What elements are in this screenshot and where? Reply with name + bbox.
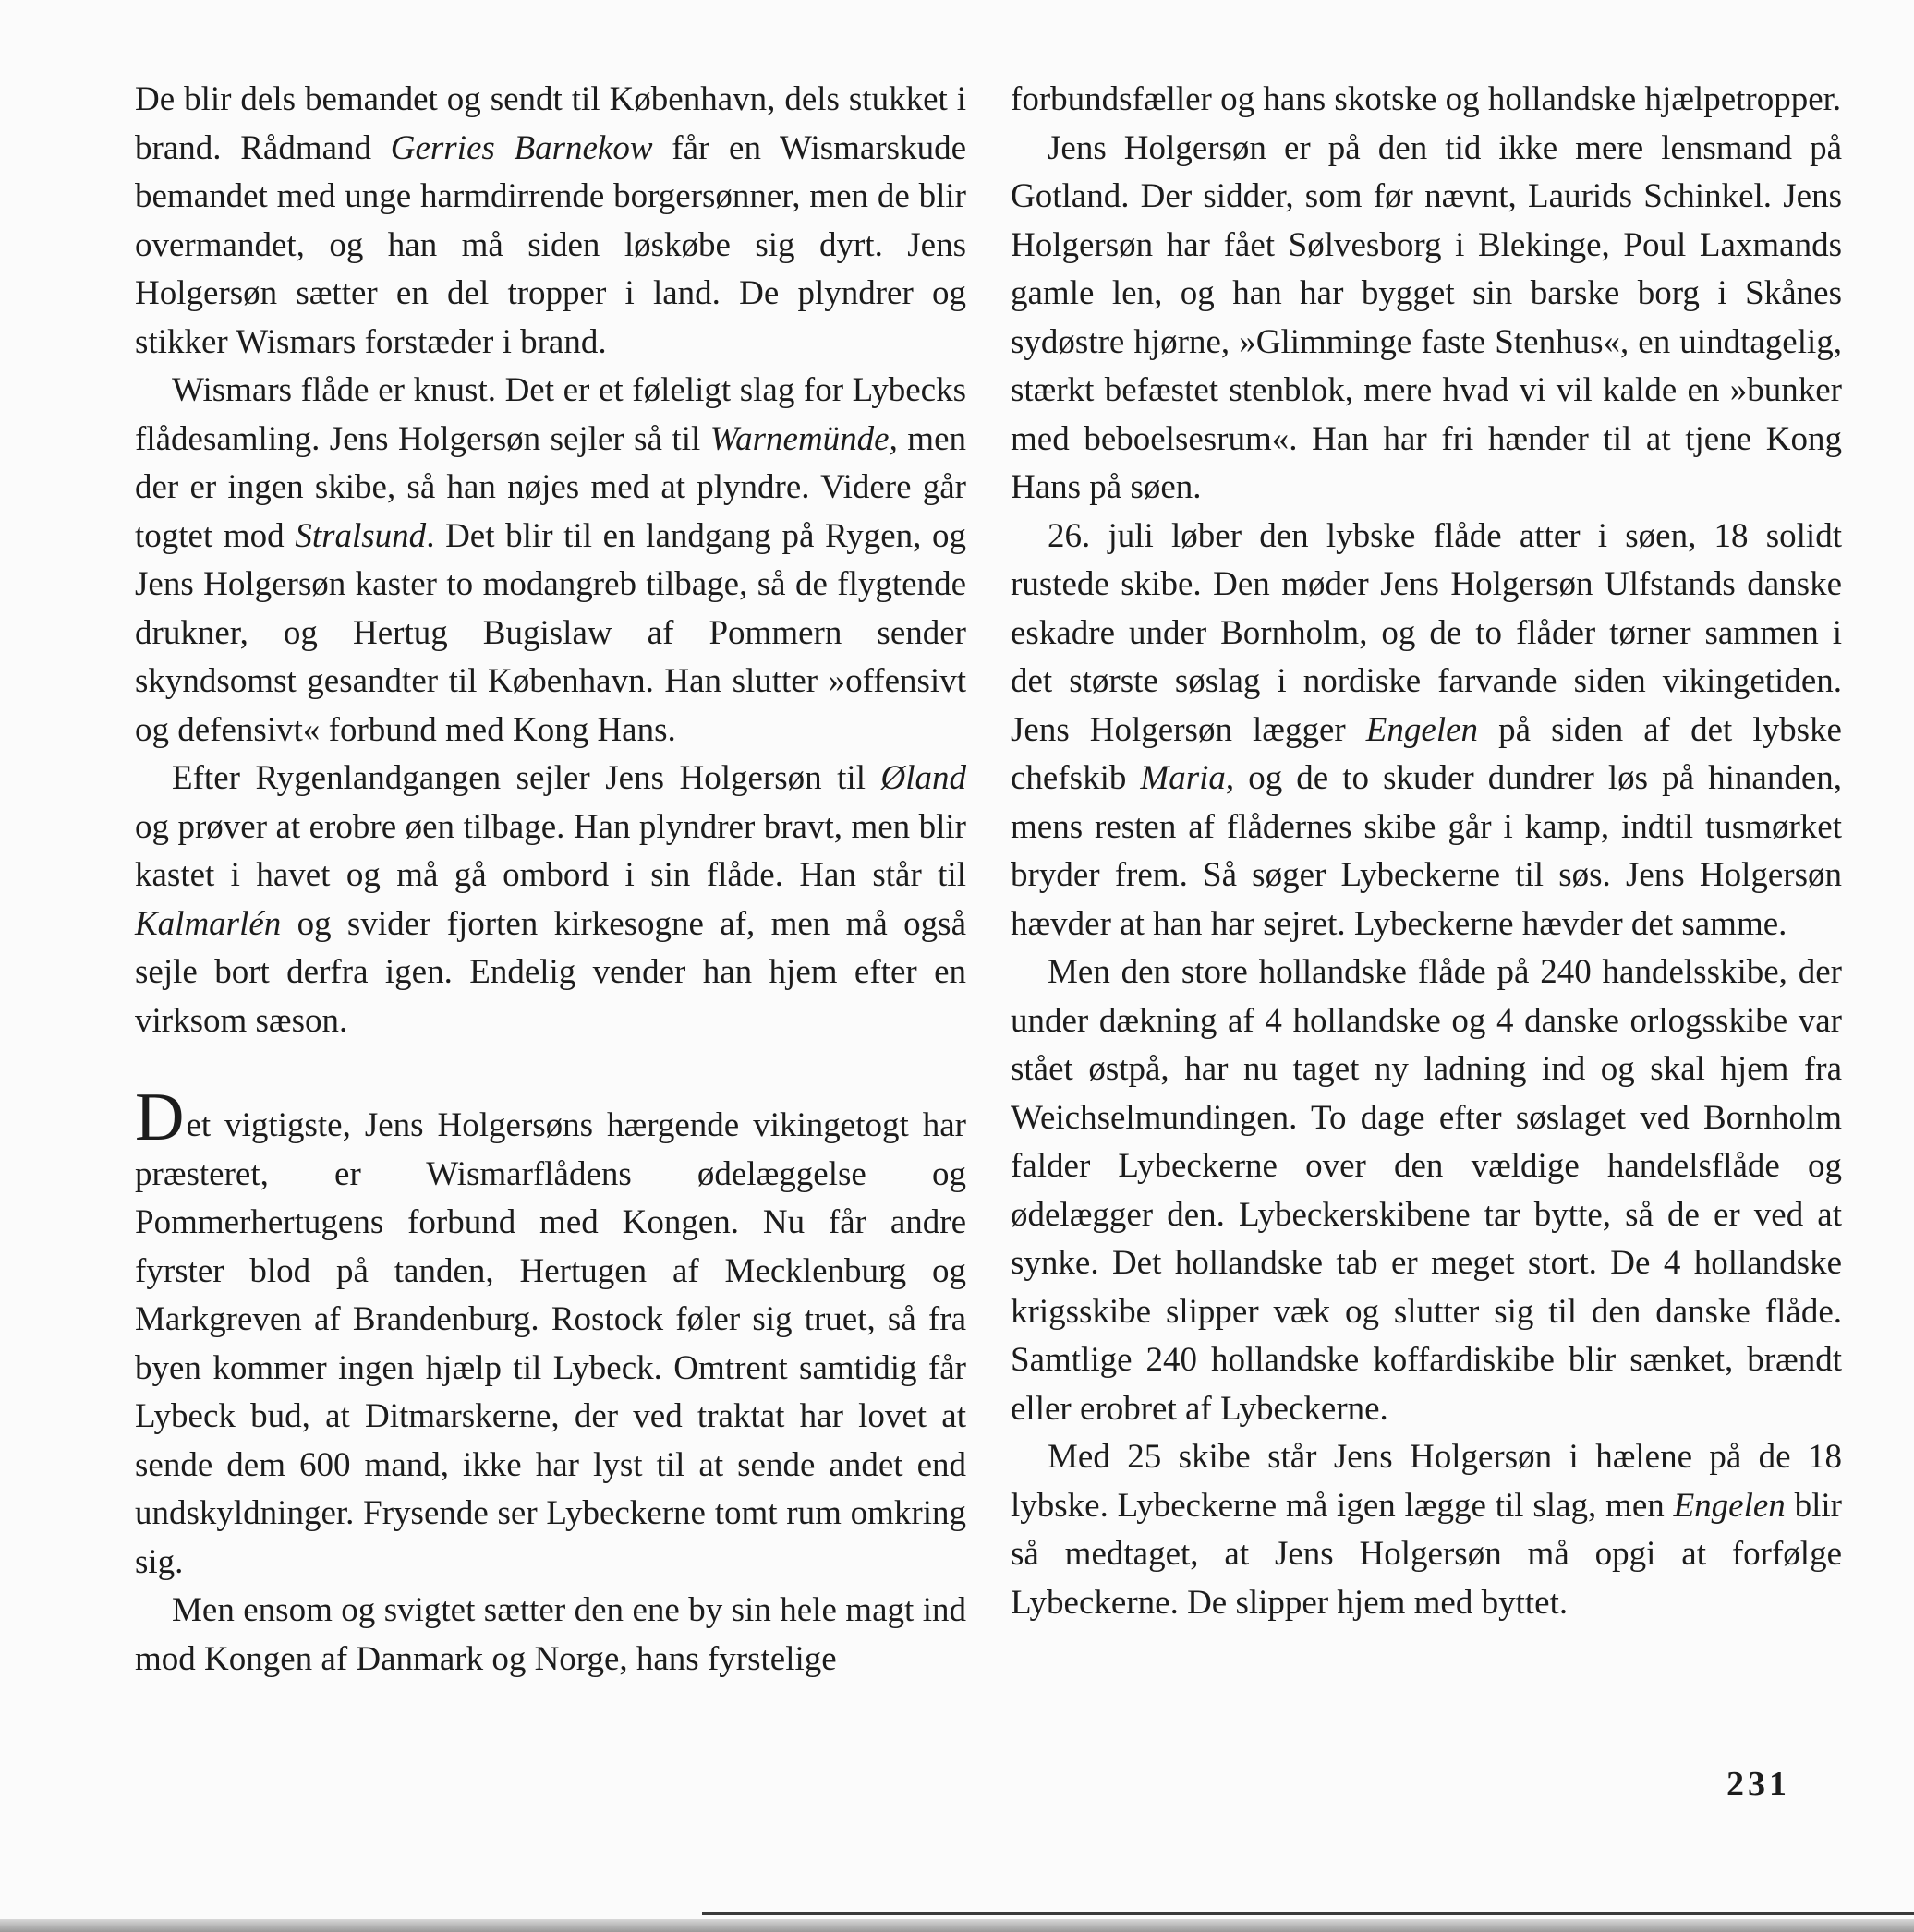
page-edge-shadow [0,1919,1914,1932]
italic-place: Warnemünde [709,419,890,458]
paragraph [135,755,966,1045]
text-run: . Det blir til en landgang på Rygen, og Jens Holgersøn kaster to modangreb tilbage, så de flygtende drukner, og Hertug Bugislaw af Pommern sender skyndsomst gesandter til København. Han slutter »offensivt og defensivt« forbund med Kong Hans. [135,516,967,749]
text-run: forbundsfæller og hans skotske og hollandske hjælpetropper. [1011,80,1842,118]
paragraph [135,367,966,755]
text-run: blir så medtaget, at Jens Holgersøn må opgi at forfølge Lybeckerne. De slipper hjem med byttet. [1011,1486,1842,1622]
text-run: et vigtigste, Jens Holgersøns hærgende vikingetogt har præsteret, er Wismarflådens ødelæggelse og Pommerhertugens forbund med Kongen. Nu får andre fyrster blod på tanden, Hertugen af Mecklenburg og Markgreven af Brandenburg. Rostock føler sig truet, så fra byen kommer ingen hjælp til Lybeck. Omtrent samtidig får Lybeck bud, at Ditmarskerne, der ved traktat har lovet at sende dem 600 mand, ikke har lyst til at sende andet end undskyldninger. Frysende ser Lybeckerne tomt rum omkring sig. [135,1106,966,1581]
paragraph [1011,76,1842,125]
left-column [135,76,966,1684]
text-run: De blir dels bemandet og sendt til København, dels stukket i brand. Rådmand [135,80,966,167]
italic-ship-name: Engelen [1673,1486,1786,1525]
paragraph [135,76,966,367]
paragraph [135,1587,966,1684]
italic-place: Stralsund [295,516,427,555]
paragraph [1011,125,1842,513]
text-run: Med 25 skibe står Jens Holgersøn i hælene på de 18 lybske. Lybeckerne må igen lægge til slag, men [1011,1438,1842,1525]
text-run: Wismars flåde er knust. Det er et føleligt slag for Lybecks flådesamling. Jens Holgersøn sejler så til [135,371,966,458]
right-column [1011,76,1842,1627]
text-run: 26. juli løber den lybske flåde atter i søen, 18 solidt rustede skibe. Den møder Jens Holgersøn Ulfstands danske eskadre under Bornholm, og de to flåder tørner sammen i det største søslag i nordiske farvande siden vikingetiden. Jens Holgersøn lægger [1011,516,1842,749]
page-edge-rule [702,1912,1914,1915]
text-run: Men ensom og svigtet sætter den ene by sin hele magt ind mod Kongen af Danmark og Norge, hans fyrstelige [135,1591,966,1678]
text-run: Efter Rygenlandgangen sejler Jens Holgersøn til [172,759,881,797]
section-paragraph [135,1080,966,1587]
text-run: , men der er ingen skibe, så han nøjes med at plyndre. Videre går togtet mod [135,419,966,555]
text-run: får en Wismarskude bemandet med unge harmdirrende borgersønner, men de blir overmandet, og han må siden løskøbe sig dyrt. Jens Holgersøn sætter en del tropper i land. De plyndrer og stikker Wismars forstæder i brand. [135,128,966,361]
drop-cap: D [135,1080,185,1155]
text-run: og prøver at erobre øen tilbage. Han plyndrer bravt, men blir kastet i havet og må gå ombord i sin flåde. Han står til [135,807,966,894]
page-number: 231 [1726,1765,1790,1804]
paragraph [1011,1433,1842,1627]
text-run: Jens Holgersøn er på den tid ikke mere lensmand på Gotland. Der sidder, som før nævnt, Laurids Schinkel. Jens Holgersøn har fået Sølvesborg i Blekinge, Poul Laxmands gamle len, og han har bygget sin barske borg i Skånes sydøstre hjørne, »Glimminge faste Stenhus«, en uindtagelig, stærkt befæstet stenblok, mere hvad vi vil kalde en »bunker med beboelsesrum«. Han har fri hænder til at tjene Kong Hans på søen. [1011,128,1842,506]
italic-ship-name: Engelen [1365,710,1479,749]
italic-name: Gerries Barnekow [390,128,653,167]
paragraph [1011,948,1842,1433]
text-run: og svider fjorten kirkesogne af, men må også sejle bort derfra igen. Endelig vender han hjem efter en virksom sæson. [135,904,966,1040]
text-run: på siden af det lybske chefskib [1011,710,1842,797]
italic-ship-name: Maria [1140,759,1226,797]
text-run: Men den store hollandske flåde på 240 handelsskibe, der under dækning af 4 hollandske og 4 danske orlogsskibe var stået østpå, har nu taget ny ladning ind og skal hjem fra Weichselmundingen. To dage efter søslaget ved Bornholm falder Lybeckerne over den vældige handelsflåde og ødelægger den. Lybeckerskibene tar bytte, så de er ved at synke. Det hollandske tab er meget stort. De 4 hollandske krigsskibe slipper væk og slutter sig til den danske flåde. Samtlige 240 hollandske koffardiskibe blir sænket, brændt eller erobret af Lybeckerne. [1011,953,1842,1428]
paragraph [1011,513,1842,949]
text-run: , og de to skuder dundrer løs på hinanden, mens resten af flådernes skibe går i kamp, indtil tusmørket bryder frem. Så søger Lybeckerne til søs. Jens Holgersøn hævder at han har sejret. Lybeckerne hævder det samme. [1011,759,1842,943]
italic-place: Kalmarlén [135,904,282,943]
italic-place: Øland [880,759,966,797]
